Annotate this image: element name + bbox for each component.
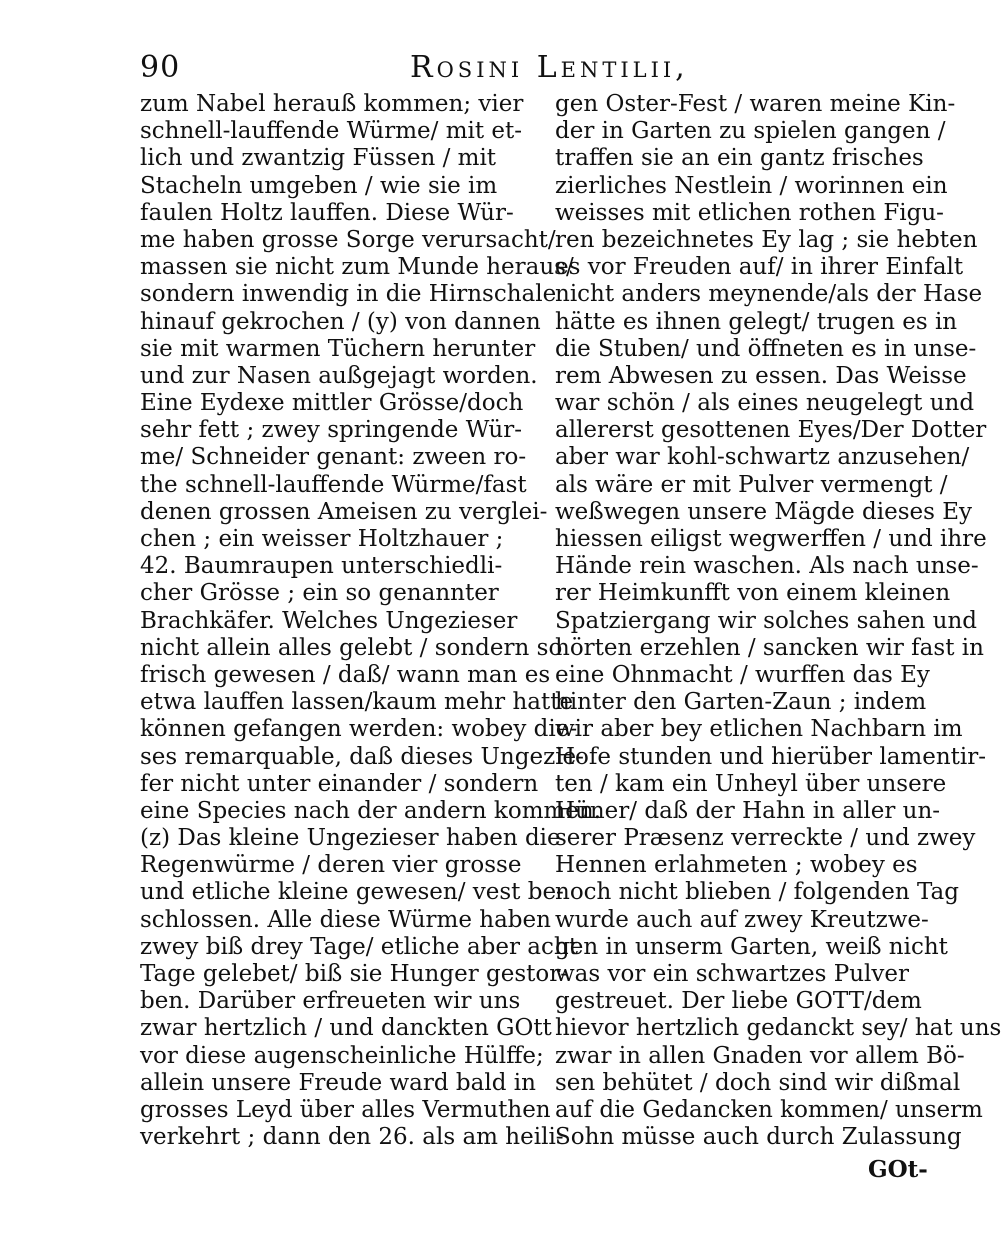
text-line: wurde auch auf zwey Kreutzwe- [555, 906, 929, 933]
text-line: denen grossen Ameisen zu verglei- [140, 498, 548, 525]
text-line: hinauf gekrochen / (y) von dannen [140, 308, 541, 335]
text-line: sie mit warmen Tüchern herunter [140, 335, 536, 362]
text-line: faulen Holtz lauffen. Diese Wür- [140, 199, 514, 226]
text-line: ben. Darüber erfreueten wir uns [140, 988, 521, 1015]
text-line: wir aber bey etlichen Nachbarn im [555, 716, 963, 743]
text-line: hiessen eiligst wegwerffen / und ihre [555, 526, 987, 552]
text-line: was vor ein schwartzes Pulver [555, 961, 909, 987]
text-line: zwar in allen Gnaden vor allem Bö- [555, 1042, 965, 1069]
text-line: Spatziergang wir solches sahen und [555, 607, 977, 634]
text-line: gestreuet. Der liebe GOTT/dem [555, 988, 922, 1015]
text-line: Hofe stunden und hierüber lamentir- [555, 743, 987, 770]
text-line: massen sie nicht zum Munde heraus/ [140, 254, 574, 281]
text-line: vor diese augenscheinliche Hülffe; [140, 1042, 544, 1069]
text-line: rer Heimkunfft von einem kleinen [555, 580, 951, 607]
text-line: sehr fett ; zwey springende Wür- [140, 417, 523, 444]
text-line: lich und zwantzig Füssen / mit [140, 145, 497, 172]
text-line: cher Grösse ; ein so genannter [140, 580, 499, 607]
text-line: fer nicht unter einander / sondern [140, 770, 539, 797]
text-line: Sohn müsse auch durch Zulassung [555, 1124, 962, 1151]
text-line: ses remarquable, daß dieses Ungezie- [140, 743, 584, 770]
text-line: aber war kohl-schwartz anzusehen/ [555, 444, 970, 471]
text-line: es vor Freuden auf/ in ihrer Einfalt [555, 254, 964, 281]
text-line: verkehrt ; dann den 26. als am heili- [140, 1124, 564, 1151]
text-line: noch nicht blieben / folgenden Tag [555, 879, 959, 906]
text-line: Brachkäfer. Welches Ungezieser [140, 607, 518, 634]
text-line: rem Abwesen zu essen. Das Weisse [555, 362, 967, 389]
text-line: die Stuben/ und öffneten es in unse- [555, 335, 977, 362]
text-line: Stacheln umgeben / wie sie im [140, 172, 498, 199]
text-line: nicht allein alles gelebt / sondern so [140, 634, 563, 661]
text-line: chen ; ein weisser Holtzhauer ; [140, 526, 504, 552]
text-line: hievor hertzlich gedanckt sey/ hat uns [555, 1015, 1001, 1042]
text-line: serer Præsenz verreckte / und zwey [555, 825, 976, 852]
text-line: Hennen erlahmeten ; wobey es [555, 852, 918, 879]
text-line: sondern inwendig in die Hirnschale [140, 281, 557, 308]
text-line: nicht anders meynende/als der Hase [555, 281, 983, 308]
text-line: gen in unserm Garten, weiß nicht [555, 933, 948, 960]
running-head: Rosini Lentilii, [410, 50, 689, 85]
text-line: hinter den Garten-Zaun ; indem [555, 689, 927, 716]
text-line: weisses mit etlichen rothen Figu- [555, 199, 944, 226]
text-line: Regenwürme / deren vier grosse [140, 852, 522, 879]
text-line: können gefangen werden: wobey die- [140, 716, 578, 743]
text-line: ten / kam ein Unheyl über unsere [555, 770, 947, 797]
text-line: schnell-lauffende Würme/ mit et- [140, 118, 523, 145]
text-line: zierliches Nestlein / worinnen ein [555, 172, 948, 199]
text-line: auf die Gedancken kommen/ unserm [555, 1096, 983, 1123]
text-line: und zur Nasen außgejagt worden. [140, 362, 538, 389]
text-line: zwar hertzlich / und danckten GOtt [140, 1015, 552, 1042]
text-line: the schnell-lauffende Würme/fast [140, 471, 527, 498]
catchword: GOt- [868, 1156, 928, 1183]
left-text-column [140, 91, 602, 1151]
text-line: Hände rein waschen. Als nach unse- [555, 553, 979, 580]
text-line: als wäre er mit Pulver vermengt / [555, 471, 948, 498]
page-number: 90 [140, 50, 181, 85]
text-line: hörten erzehlen / sancken wir fast in [555, 634, 984, 661]
text-line: hätte es ihnen gelegt/ trugen es in [555, 308, 958, 335]
text-line: gen Oster-Fest / waren meine Kin- [555, 91, 956, 117]
text-line: frisch gewesen / daß/ wann man es [140, 661, 551, 688]
text-line: eine Species nach der andern kommen. [140, 797, 602, 824]
text-line: zwey biß drey Tage/ etliche aber acht [140, 933, 578, 960]
text-line: eine Ohnmacht / wurffen das Ey [555, 661, 930, 688]
text-line: Tage gelebet/ biß sie Hunger gestor- [140, 961, 569, 987]
text-line: Hüner/ daß der Hahn in aller un- [555, 797, 941, 824]
text-line: traffen sie an ein gantz frisches [555, 145, 924, 172]
text-line: etwa lauffen lassen/kaum mehr hatte [140, 689, 574, 716]
text-line: und etliche kleine gewesen/ vest be- [140, 879, 564, 906]
text-line: sen behütet / doch sind wir dißmal [555, 1069, 961, 1096]
text-line: der in Garten zu spielen gangen / [555, 118, 946, 145]
text-line: grosses Leyd über alles Vermuthen [140, 1096, 551, 1123]
text-line: me haben grosse Sorge verursacht/ [140, 226, 556, 253]
text-line: weßwegen unsere Mägde dieses Ey [555, 498, 973, 525]
text-line: me/ Schneider genant: zween ro- [140, 444, 527, 471]
text-line: ren bezeichnetes Ey lag ; sie hebten [555, 226, 978, 253]
right-text-column [555, 91, 1001, 1151]
text-line: schlossen. Alle diese Würme haben [140, 906, 551, 933]
text-line: (z) Das kleine Ungezieser haben die [140, 825, 561, 852]
text-line: allererst gesottenen Eyes/Der Dotter [555, 417, 987, 444]
text-line: zum Nabel herauß kommen; vier [140, 91, 524, 117]
text-line: allein unsere Freude ward bald in [140, 1069, 536, 1096]
text-line: 42. Baumraupen unterschiedli- [140, 553, 503, 580]
text-line: Eine Eydexe mittler Grösse/doch [140, 390, 524, 417]
text-line: war schön / als eines neugelegt und [555, 390, 975, 417]
